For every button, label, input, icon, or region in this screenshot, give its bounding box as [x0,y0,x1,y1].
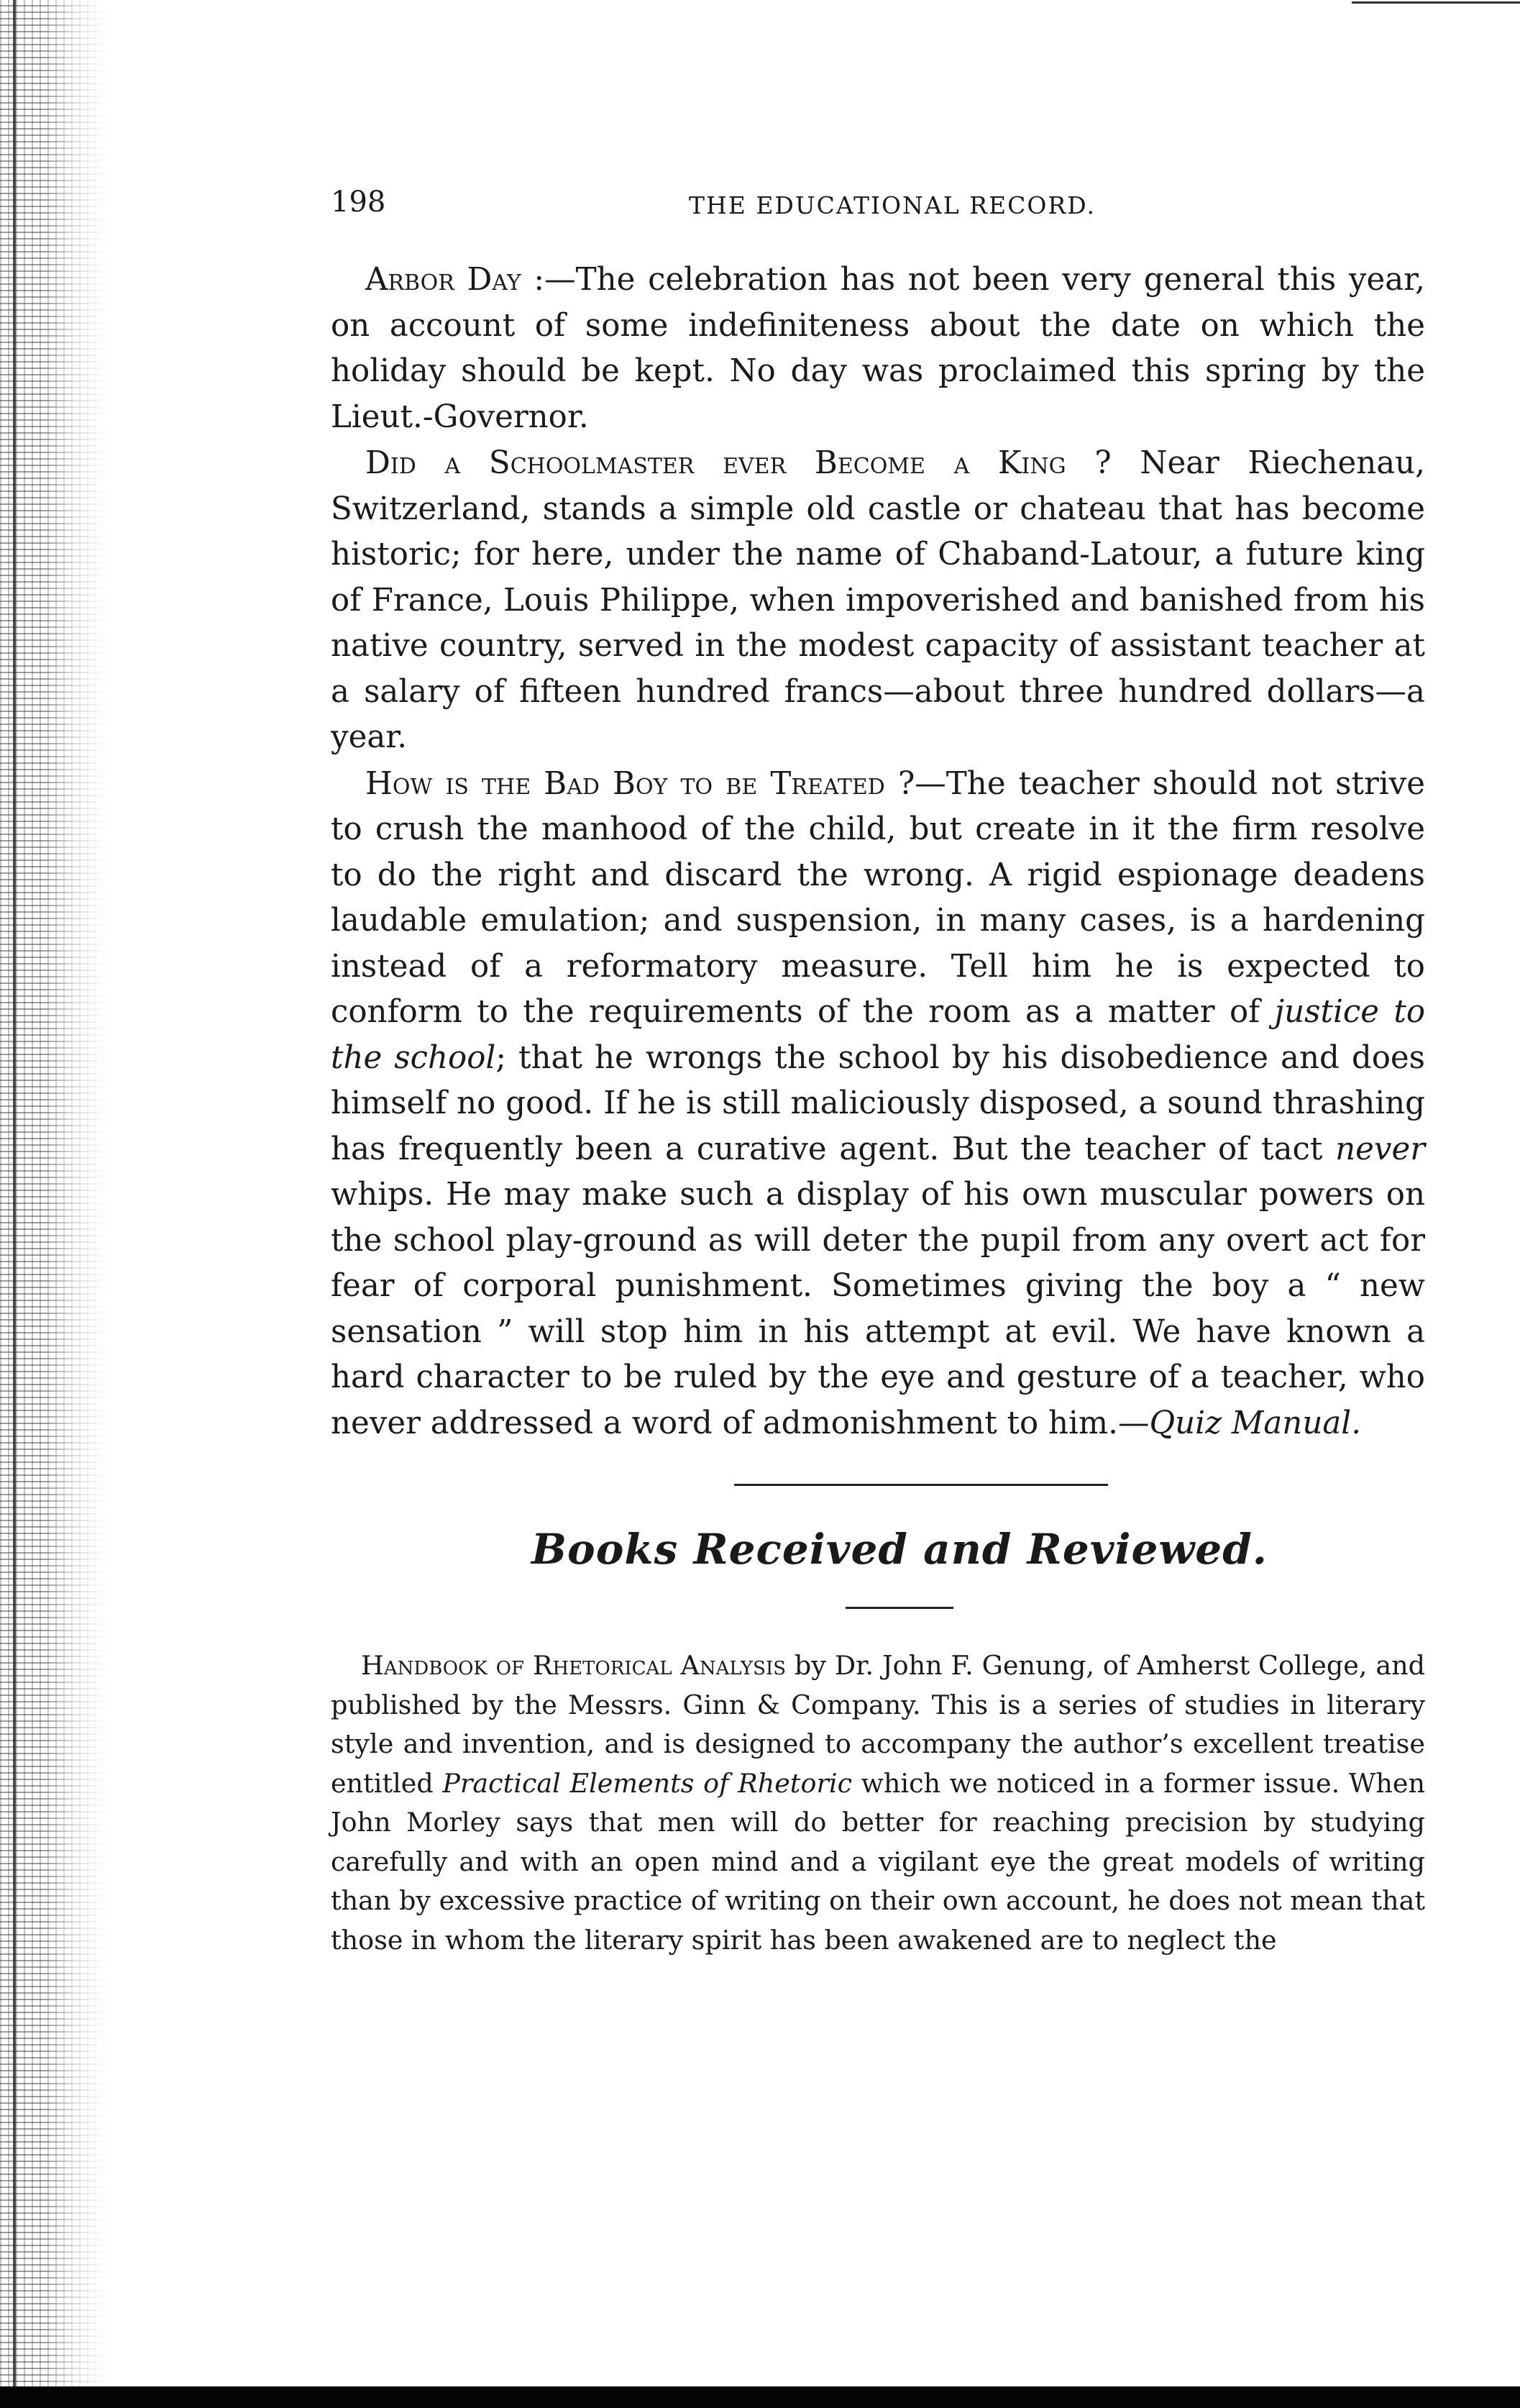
scan-binding-line [13,0,16,2408]
paragraph-heading: Did a Schoolmaster ever Become a King ? [365,445,1112,481]
paragraph-schoolmaster-king [331,441,1425,761]
section-divider [734,1484,1108,1486]
review-paragraph [331,1646,1425,1960]
review-heading: Handbook of Rhetorical Analysis [361,1650,787,1681]
paragraph-text: —The celebration has not been very general this year, on account of some indefiniteness about the date on which the holiday should be kept. No day was proclaimed this spring by the Lieut.-Governor. [331,262,1425,435]
paragraph-bad-boy [331,762,1425,1447]
paragraph-heading: Arbor Day : [365,262,545,298]
page-header [331,180,1425,223]
scan-edge-noise [0,0,108,2408]
italic-phrase: justice to the school [331,994,1426,1076]
paragraph-heading: How is the Bad Boy to be Treated ? [365,765,915,802]
page-body [331,180,1425,1960]
page-number: 198 [331,186,386,219]
italic-word: never [1335,1131,1425,1167]
quote-source: Quiz Manual. [1149,1405,1362,1441]
paragraph-text: —The teacher should not strive to crush the manhood of the child, but create in it the firm resolve to do the right and discard the wrong. A rigid espionage deadens laudable emulation; and suspension, in many cases, is a hardening instead of a reformatory measure. Tell him he is expected to conform to the requirements of the room as a matter of [331,765,1425,1030]
running-title: THE EDUCATIONAL RECORD. [688,191,1096,219]
review-text: by Dr. John F. Genung, of Amherst College, and published by the Messrs. Ginn & Company. This is a series of studies in literary style and invention, and is designed to accompany the author’s excellent treatise entitled [331,1650,1425,1799]
book-title: Practical Elements of Rhetoric [442,1767,853,1799]
section-subdivider [846,1607,953,1609]
paragraph-text: ; that he wrongs the school by his disobedience and does himself no good. If he is still maliciously disposed, a sound thrashing has frequently been a curative agent. But the teacher of tact [331,1039,1426,1167]
paragraph-arbor-day [331,257,1425,440]
section-title: Books Received and Reviewed. [531,1525,1268,1574]
scan-top-rule [1352,1,1520,4]
paragraph-text: Near Riechenau, Switzerland, stands a simple old castle or chateau that has become historic; for here, under the name of Chaband-Latour, a future king of France, Louis Philippe, when impoverished and banished from his native country, served in the modest capacity of assistant teacher at a salary of fifteen hundred francs—about three hundred dollars—a year. [331,445,1425,755]
paragraph-text: whips. He may make such a display of his own muscular powers on the school play-ground as will deter the pupil from any overt act for fear of corporal punishment. Sometimes giving the boy a “ new sensation ” will stop him in his attempt at evil. We have known a hard character to be ruled by the eye and gesture of a teacher, who never addressed a word of admonishment to him.— [331,1177,1425,1441]
review-text: which we noticed in a former issue. When John Morley says that men will do better for reaching precision by studying carefully and with an open mind and a vigilant eye the great models of writing than by excessive practice of writing on their own account, he does not mean that those in whom the literary spirit has been awakened are to neglect the [331,1767,1426,1956]
scan-bottom-bar [0,2386,1520,2408]
